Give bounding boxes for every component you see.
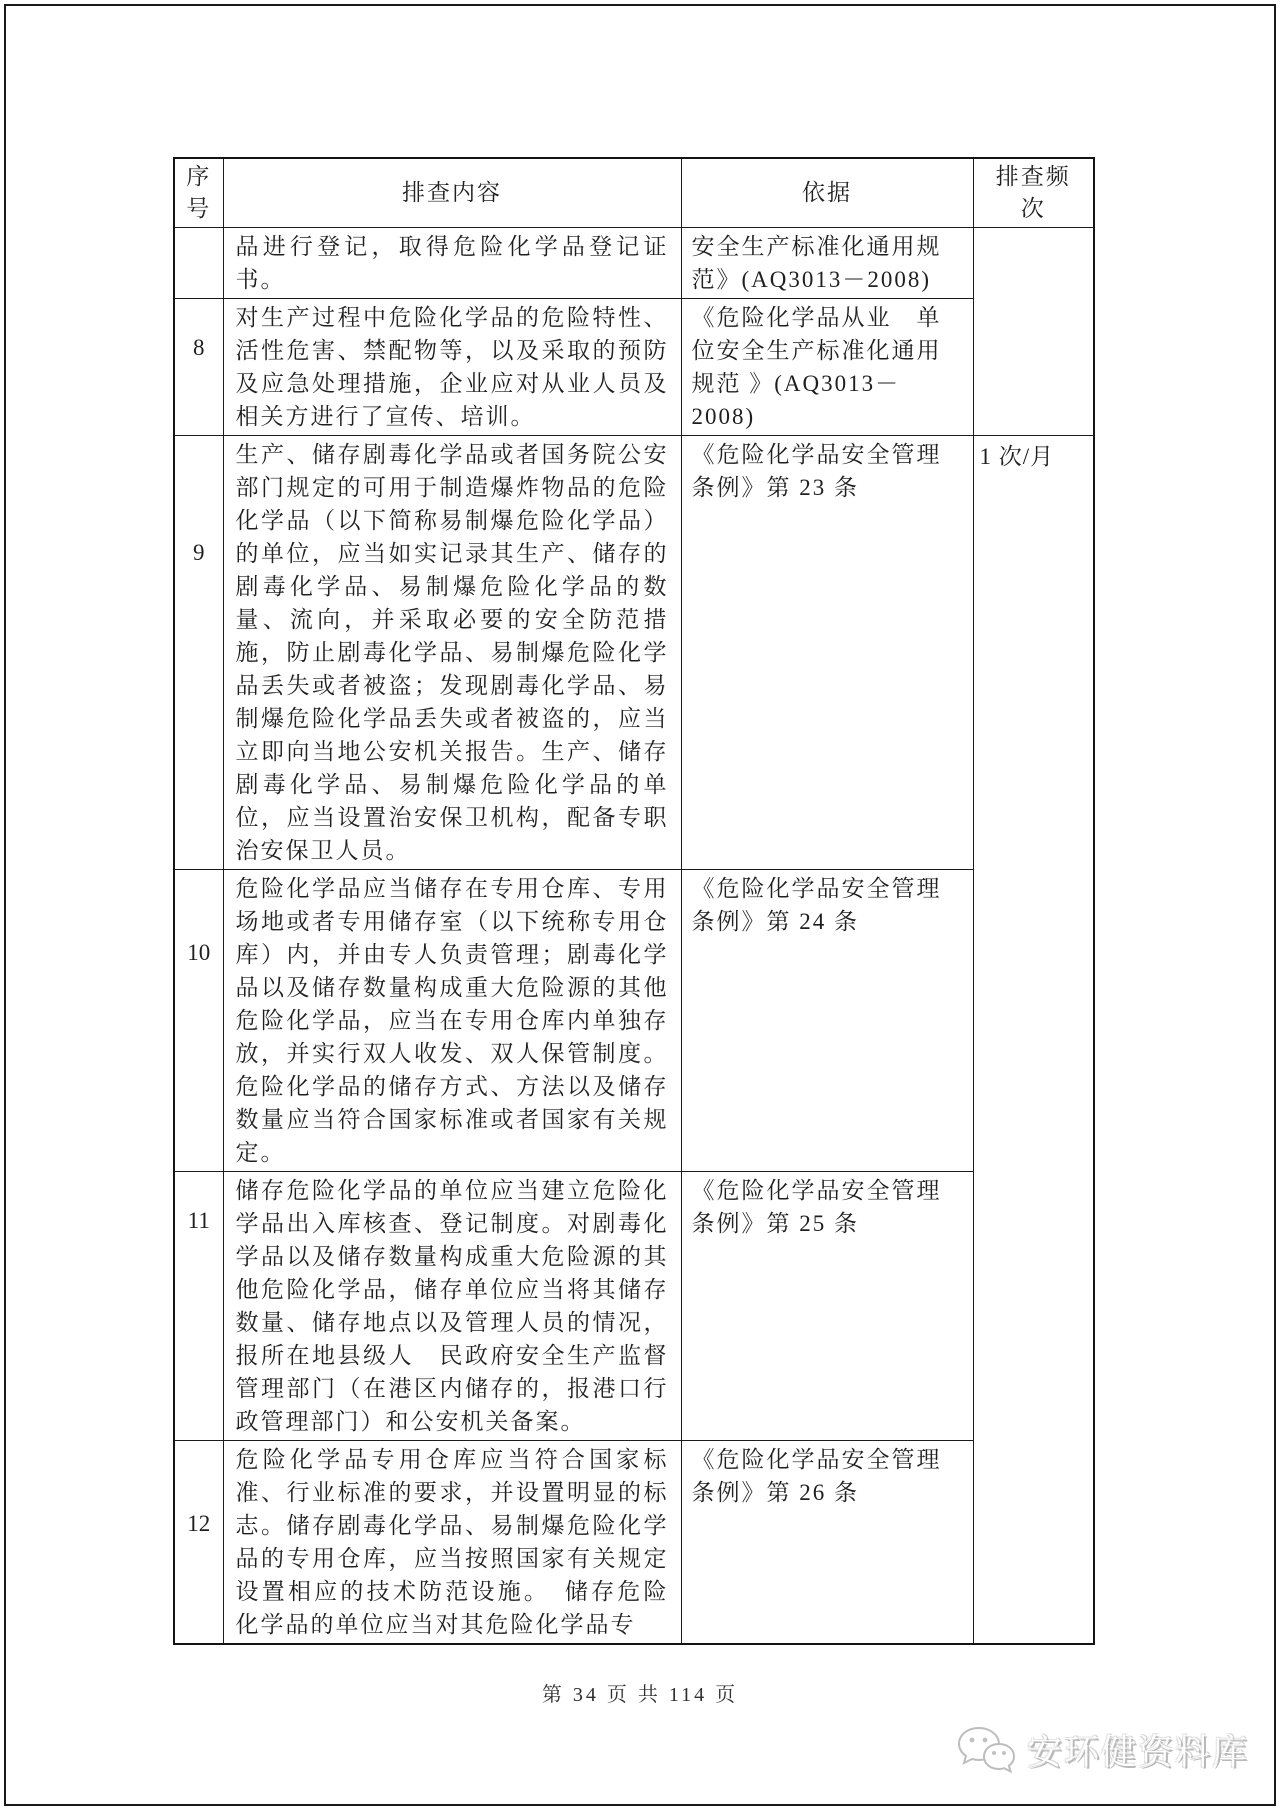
header-content: 排查内容 bbox=[223, 158, 681, 228]
watermark-brand-text: 安环健资料库 bbox=[1027, 1733, 1250, 1772]
content-cell: 危险化学品应当储存在专用仓库、专用场地或者专用储存室（以下统称专用仓库）内，并由专人负责管理；剧毒化学品以及储存数量构成重大危险源的其他危险化学品，应当在专用仓库内单独存放，并实行双人收发、双人保管制度。危险化学品的储存方式、方法以及储存数量应当符合国家标准或者国家有关规定。 bbox=[223, 870, 681, 1172]
content-cell: 品进行登记，取得危险化学品登记证书。 bbox=[223, 228, 681, 299]
brand-watermark bbox=[955, 1724, 1249, 1776]
header-no: 序号 bbox=[174, 158, 223, 228]
table-row-11 bbox=[174, 1172, 1094, 1441]
inspection-table bbox=[173, 157, 1095, 1645]
wechat-icon bbox=[955, 1724, 1017, 1776]
content-cell: 危险化学品专用仓库应当符合国家标准、行业标准的要求，并设置明显的标志。储存剧毒化学品、易制爆危险化学品的专用仓库，应当按照国家有关规定设置相应的技术防范设施。 储存危险化学品的单位应当对其危险化学品专 bbox=[223, 1441, 681, 1645]
content-cell: 储存危险化学品的单位应当建立危险化学品出入库核查、登记制度。对剧毒化学品以及储存数量构成重大危险源的其他危险化学品，储存单位应当将其储存数量、储存地点以及管理人员的情况，报所在地县级人 民政府安全生产监督管理部门（在港区内储存的，报港口行政管理部门）和公安机关备案。 bbox=[223, 1172, 681, 1441]
basis-cell: 《危险化学品安全管理条例》第 23 条 bbox=[681, 436, 973, 870]
content-cell: 对生产过程中危险化学品的危险特性、活性危害、禁配物等，以及采取的预防及应急处理措施，企业应对从业人员及相关方进行了宣传、培训。 bbox=[223, 299, 681, 436]
row-no: 9 bbox=[174, 436, 223, 870]
basis-cell: 《危险化学品安全管理条例》第 24 条 bbox=[681, 870, 973, 1172]
table-row-12 bbox=[174, 1441, 1094, 1645]
table-row-9 bbox=[174, 436, 1094, 870]
table-row-8 bbox=[174, 299, 1094, 436]
table-row-10 bbox=[174, 870, 1094, 1172]
row-no: 8 bbox=[174, 299, 223, 436]
basis-cell: 《危险化学品从业 单位安全生产标准化通用规范 》(AQ3013－2008) bbox=[681, 299, 973, 436]
basis-cell: 《危险化学品安全管理条例》第 26 条 bbox=[681, 1441, 973, 1645]
frequency-cell-empty bbox=[973, 228, 1094, 436]
frequency-cell: 1 次/月 bbox=[973, 436, 1094, 1645]
row-no: 10 bbox=[174, 870, 223, 1172]
basis-cell: 安全生产标准化通用规范》(AQ3013－2008) bbox=[681, 228, 973, 299]
table-row-continuation bbox=[174, 228, 1094, 299]
header-frequency: 排查频次 bbox=[973, 158, 1094, 228]
table-header-row bbox=[174, 158, 1094, 228]
page-number-footer: 第 34 页 共 114 页 bbox=[541, 1684, 739, 1706]
basis-cell: 《危险化学品安全管理条例》第 25 条 bbox=[681, 1172, 973, 1441]
header-basis: 依据 bbox=[681, 158, 973, 228]
row-no: 12 bbox=[174, 1441, 223, 1645]
row-no bbox=[174, 228, 223, 299]
content-cell: 生产、储存剧毒化学品或者国务院公安部门规定的可用于制造爆炸物品的危险化学品（以下简称易制爆危险化学品）的单位，应当如实记录其生产、储存的剧毒化学品、易制爆危险化学品的数量、流向，并采取必要的安全防范措施，防止剧毒化学品、易制爆危险化学品丢失或者被盗；发现剧毒化学品、易制爆危险化学品丢失或者被盗的，应当立即向当地公安机关报告。生产、储存剧毒化学品、易制爆危险化学品的单位，应当设置治安保卫机构，配备专职治安保卫人员。 bbox=[223, 436, 681, 870]
row-no: 11 bbox=[174, 1172, 223, 1441]
